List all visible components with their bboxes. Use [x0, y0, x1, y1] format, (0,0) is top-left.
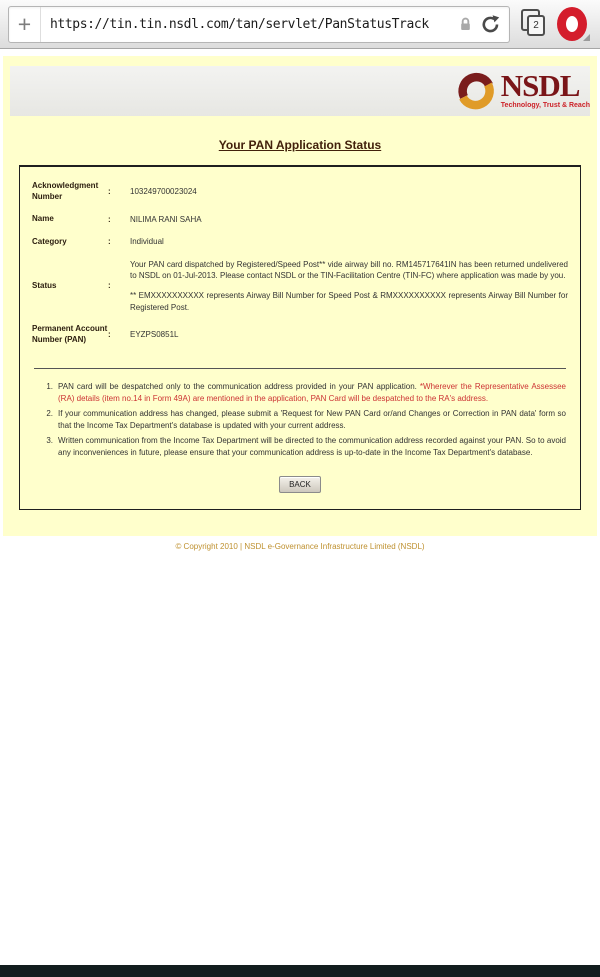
pan-status-page [3, 56, 597, 536]
note-alert-text: *Wherever the Representative Assessee (RA) details (item no.14 in Form 49A) are mentioned in the application, PAN Card will be despatched to the RA's address. [58, 381, 566, 403]
dropdown-caret-icon [583, 34, 590, 41]
brand-tagline: Technology, Trust & Reach [500, 102, 590, 110]
bottom-bar [0, 965, 600, 977]
brand-name: NSDL [500, 68, 580, 103]
row-label: Acknowledgment Number [32, 181, 99, 201]
row-label: Status [32, 280, 57, 290]
detail-row-status: Status : Your PAN card dispatched by Registered/Speed Post** vide airway bill no. RM145717641IN has been returned undelivered to NSDL on 01-Jul-2013. Please contact NSDL or the TIN-Facilitation Centre (TIN-FC) where application was made by you. ** EMXXXXXXXXXX represents Airway Bill Number for Speed Post & RMXXXXXXXXXX represents Airway Bill Number for Registered Post. [32, 259, 568, 312]
tab-count-badge: 2 [527, 15, 545, 36]
nsdl-swirl-icon [456, 71, 496, 111]
note-item: 1. PAN card will be despatched only to the communication address provided in your PAN application. *Wherever the Representative Assessee (RA) details (item no.14 in Form 49A) are mentioned in the application, PAN Card will be despatched to the RA's address. [46, 381, 566, 403]
back-button[interactable]: BACK [279, 476, 321, 493]
name-value: NILIMA RANI SAHA [130, 214, 202, 224]
plus-icon: + [17, 10, 32, 37]
page-header-band [10, 66, 590, 116]
tabs-button[interactable] [519, 9, 547, 39]
detail-row-acknowledgment: Acknowledgment Number : 103249700023024 [32, 181, 568, 203]
status-footnote: ** EMXXXXXXXXXX represents Airway Bill Number for Speed Post & RMXXXXXXXXXX represents Airway Bill Number for Registered Post. [130, 290, 568, 312]
url-field[interactable]: https://tin.tin.nsdl.com/tan/servlet/PanStatusTrack [50, 16, 429, 32]
note-item: 3. Written communication from the Income Tax Department will be directed to the communication address recorded against your PAN. So to avoid any inconveniences in future, please ensure that your communication address is up-to-date in the Income Tax Department's database. [46, 435, 566, 457]
pan-value: EYZPS0851L [130, 330, 179, 340]
new-tab-button[interactable] [9, 7, 41, 42]
acknowledgment-number-value: 103249700023024 [130, 187, 197, 196]
category-value: Individual [130, 237, 164, 247]
status-value [130, 259, 568, 313]
note-item: 2. If your communication address has changed, please submit a 'Request for New PAN Card or/and Changes or Correction in PAN data' form so that the Income Tax Department's database is updated with your current address. [46, 408, 566, 430]
row-label: Permanent Account Number (PAN) [32, 324, 108, 344]
browser-toolbar [0, 0, 600, 49]
detail-row-pan: Permanent Account Number (PAN) : EYZPS0851L [32, 324, 568, 346]
divider [34, 368, 566, 369]
refresh-icon[interactable] [480, 14, 501, 35]
detail-row-name: Name : NILIMA RANI SAHA [32, 214, 568, 226]
status-paragraph: Your PAN card dispatched by Registered/Speed Post** vide airway bill no. RM145717641IN has been returned undelivered to NSDL on 01-Jul-2013. Please contact NSDL or the TIN-Facilitation Centre (TIN-FC) where application was made by you. [130, 259, 568, 281]
detail-row-category: Category : Individual [32, 236, 568, 248]
copyright-line: © Copyright 2010 | NSDL e-Governance Infrastructure Limited (NSDL) [175, 541, 425, 551]
row-label: Name [32, 213, 54, 223]
address-bar[interactable] [8, 6, 510, 43]
nsdl-logo [456, 68, 590, 111]
row-label: Category [32, 236, 67, 246]
page-title: Your PAN Application Status [218, 138, 382, 152]
lock-icon [458, 16, 473, 32]
notes-list [40, 381, 566, 459]
opera-menu-button[interactable] [556, 6, 590, 42]
status-details-table [19, 165, 581, 510]
